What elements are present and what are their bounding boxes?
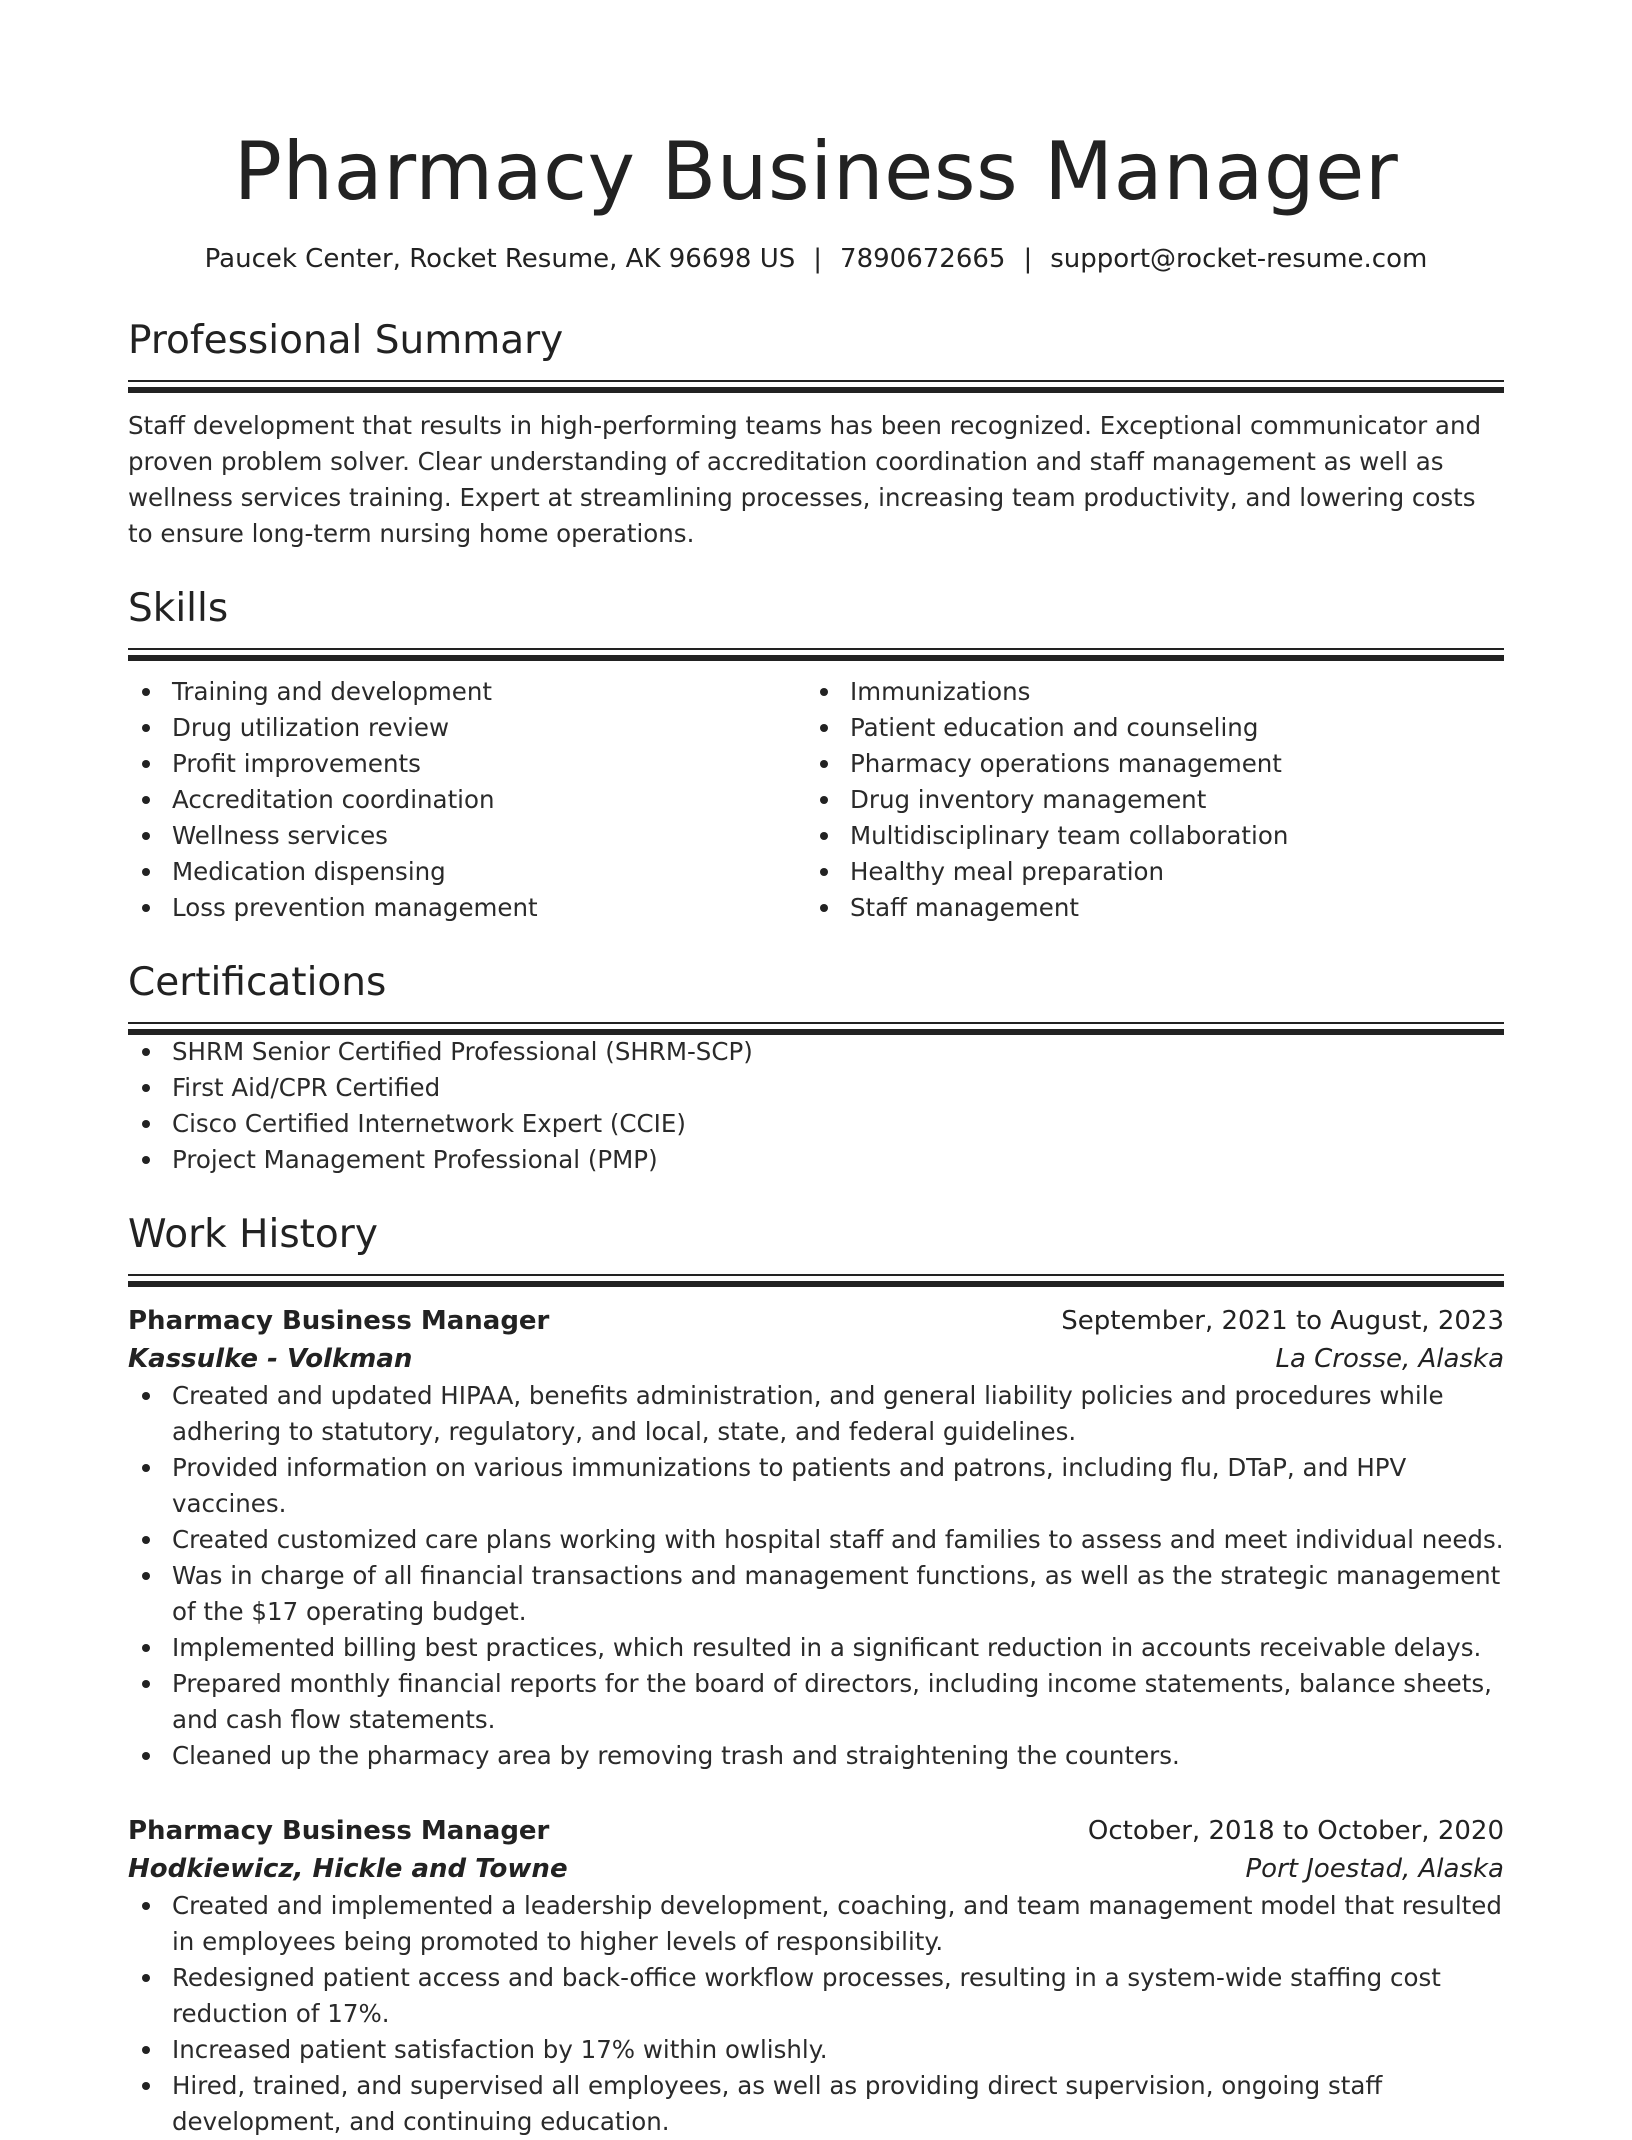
job-location: Port Joestad, Alaska — [1245, 1854, 1504, 1884]
skill-item: Drug inventory management — [806, 782, 1484, 818]
section-divider — [128, 648, 1504, 660]
job-title: Pharmacy Business Manager — [128, 1306, 550, 1336]
section-divider — [128, 1274, 1504, 1286]
section-title-summary: Professional Summary — [128, 318, 564, 363]
job-bullet: Cleaned up the pharmacy area by removing trash and straightening the counters. — [128, 1738, 1504, 1774]
skill-item: Immunizations — [806, 674, 1484, 710]
certifications-list — [128, 1034, 1504, 1178]
contact-line — [128, 242, 1504, 276]
skill-item: Medication dispensing — [128, 854, 806, 890]
job-bullet: Provided information on various immunizations to patients and patrons, including flu, DTaP, and HPV vaccines. — [128, 1450, 1504, 1522]
contact-address: Paucek Center, Rocket Resume, AK 96698 US — [204, 244, 796, 274]
job-bullet: Created and updated HIPAA, benefits administration, and general liability policies and procedures while adhering to statutory, regulatory, and local, state, and federal guidelines. — [128, 1378, 1504, 1450]
job-header — [128, 1812, 1504, 1850]
skill-item: Multidisciplinary team collaboration — [806, 818, 1484, 854]
job-bullet: Redesigned patient access and back-office workflow processes, resulting in a system-wide staffing cost reduction of 17%. — [128, 1960, 1504, 2032]
job-dates: September, 2021 to August, 2023 — [1061, 1306, 1504, 1336]
job-title: Pharmacy Business Manager — [128, 1816, 550, 1846]
section-title-certifications: Certifications — [128, 960, 387, 1005]
summary-text: Staff development that results in high-performing teams has been recognized. Exceptional communicator and proven problem solver. Clear understanding of accreditation coordination and staff management as well as wellness services training. Expert at streamlining processes, increasing team productivity, and lowering costs to ensure long-term nursing home operations. — [128, 411, 1482, 548]
skill-item: Wellness services — [128, 818, 806, 854]
job-entry — [128, 1812, 1504, 2140]
skill-item: Loss prevention management — [128, 890, 806, 926]
contact-separator: | — [813, 244, 823, 274]
job-location: La Crosse, Alaska — [1275, 1344, 1504, 1374]
job-dates: October, 2018 to October, 2020 — [1087, 1816, 1504, 1846]
skills-list-left — [128, 674, 806, 926]
resume-page — [128, 0, 1504, 2140]
skills-grid — [128, 674, 1504, 926]
skill-item: Drug utilization review — [128, 710, 806, 746]
job-bullet: Increased patient satisfaction by 17% within owlishly. — [128, 2032, 1504, 2068]
job-bullet: Created and implemented a leadership development, coaching, and team management model that resulted in employees being promoted to higher levels of responsibility. — [128, 1888, 1504, 1960]
skills-list-right — [806, 674, 1484, 926]
skill-item: Accreditation coordination — [128, 782, 806, 818]
job-responsibilities — [128, 1378, 1504, 1774]
skill-item: Training and development — [128, 674, 806, 710]
section-divider — [128, 380, 1504, 392]
job-bullet: Created customized care plans working with hospital staff and families to assess and meet individual needs. — [128, 1522, 1504, 1558]
contact-phone: 7890672665 — [840, 244, 1006, 274]
job-subheader — [128, 1850, 1504, 1888]
job-entry — [128, 1302, 1504, 1774]
certification-item: First Aid/CPR Certified — [128, 1070, 1504, 1106]
certification-item: Cisco Certified Internetwork Expert (CCIE) — [128, 1106, 1504, 1142]
job-company: Hodkiewicz, Hickle and Towne — [128, 1854, 568, 1884]
job-bullet: Was in charge of all financial transactions and management functions, as well as the strategic management of the $17 operating budget. — [128, 1558, 1504, 1630]
job-bullet: Prepared monthly financial reports for the board of directors, including income statements, balance sheets, and cash flow statements. — [128, 1666, 1504, 1738]
job-responsibilities — [128, 1888, 1504, 2140]
skill-item: Profit improvements — [128, 746, 806, 782]
job-subheader — [128, 1340, 1504, 1378]
job-bullet: Implemented billing best practices, which resulted in a significant reduction in accounts receivable delays. — [128, 1630, 1504, 1666]
contact-separator: | — [1023, 244, 1033, 274]
contact-email: support@rocket-resume.com — [1050, 244, 1428, 274]
resume-name: Pharmacy Business Manager — [233, 125, 1399, 218]
job-company: Kassulke - Volkman — [128, 1344, 413, 1374]
section-title-skills: Skills — [128, 586, 229, 631]
section-title-work-history: Work History — [128, 1212, 378, 1257]
skill-item: Staff management — [806, 890, 1484, 926]
skill-item: Patient education and counseling — [806, 710, 1484, 746]
certification-item: Project Management Professional (PMP) — [128, 1142, 1504, 1178]
skill-item: Healthy meal preparation — [806, 854, 1484, 890]
skill-item: Pharmacy operations management — [806, 746, 1484, 782]
section-divider — [128, 1022, 1504, 1034]
job-bullet: Hired, trained, and supervised all employees, as well as providing direct supervision, ongoing staff development, and continuing education. — [128, 2068, 1504, 2140]
job-header — [128, 1302, 1504, 1340]
certification-item: SHRM Senior Certified Professional (SHRM-SCP) — [128, 1034, 1504, 1070]
